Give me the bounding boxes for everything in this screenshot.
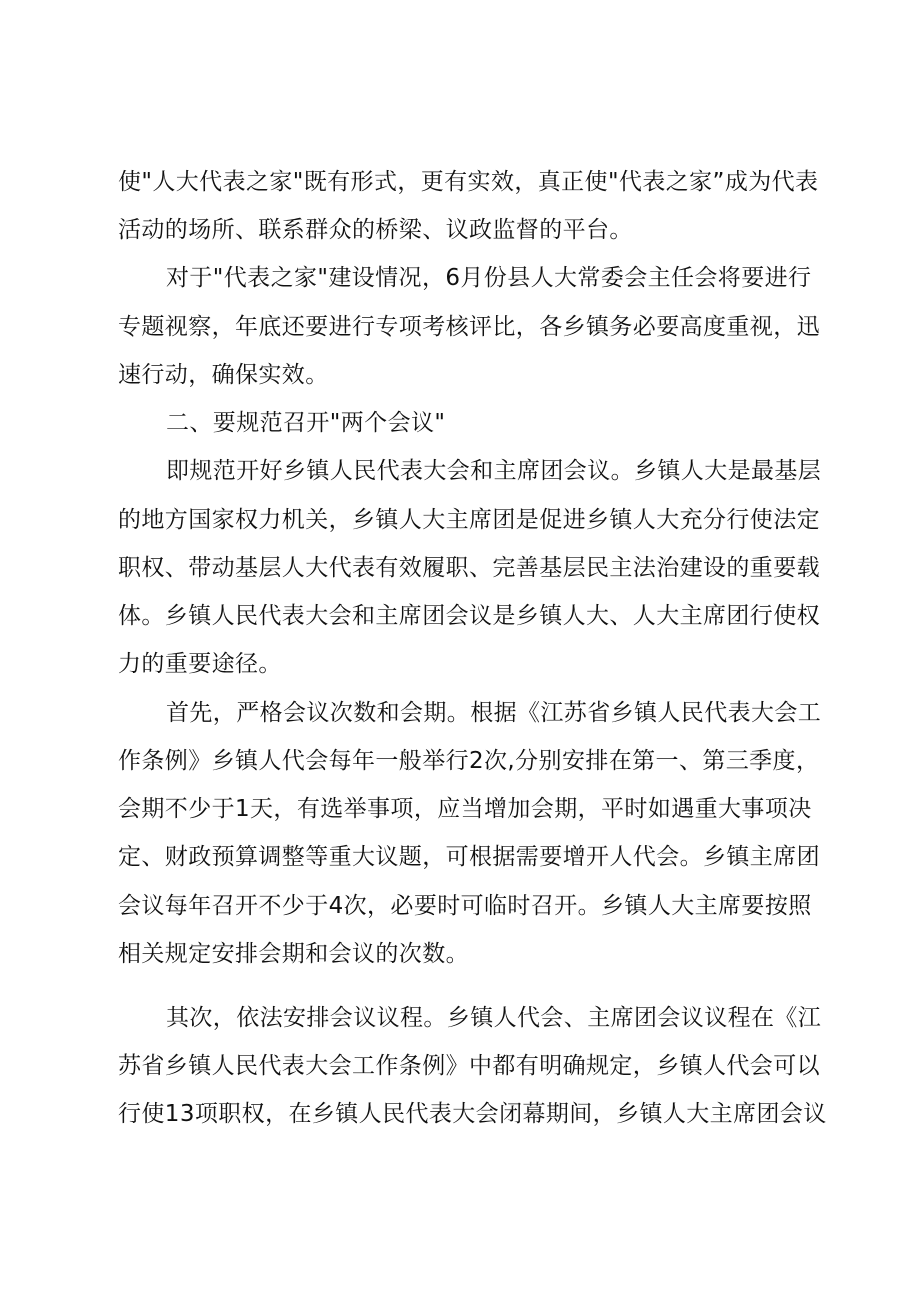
text-line: 力的重要途径。 — [118, 651, 282, 677]
text-line: 会期不少于1天，有选举事项，应当增加会期，平时如遇重大事项决 — [118, 796, 812, 822]
text-line: 首先，严格会议次数和会期。根据《江苏省乡镇人民代表大会工 — [166, 700, 822, 726]
text-line: 作条例》乡镇人代会每年一般举行2次,分别安排在第一、第三季度， — [118, 748, 820, 774]
text-line: 会议每年召开不少于4次，必要时可临时召开。乡镇人大主席要按照 — [118, 893, 812, 919]
text-line: 专题视察，年底还要进行专项考核评比，各乡镇务必要高度重视，迅 — [118, 314, 820, 340]
text-line: 其次，依法安排会议议程。乡镇人代会、主席团会议议程在《江 — [166, 1005, 822, 1031]
text-line: 即规范开好乡镇人民代表大会和主席团会议。乡镇人大是最基层 — [166, 458, 822, 484]
text-line: 职权、带动基层人大代表有效履职、完善基层民主法治建设的重要载 — [118, 555, 820, 581]
text-line: 速行动，确保实效。 — [118, 362, 329, 388]
section-heading: 二、要规范召开"两个会议" — [166, 410, 446, 436]
text-line: 定、财政预算调整等重大议题，可根据需要增开人代会。乡镇主席团 — [118, 844, 820, 870]
text-line: 相关规定安排会期和会议的次数。 — [118, 941, 469, 967]
text-line: 对于"代表之家"建设情况，6月份县人大常委会主任会将要进行 — [166, 265, 812, 291]
text-line: 的地方国家权力机关，乡镇人大主席团是促进乡镇人大充分行使法定 — [118, 507, 820, 533]
text-line: 行使13项职权，在乡镇人民代表大会闭幕期间，乡镇人大主席团会议 — [118, 1101, 827, 1127]
text-line: 体。乡镇人民代表大会和主席团会议是乡镇人大、人大主席团行使权 — [118, 603, 820, 629]
text-line: 苏省乡镇人民代表大会工作条例》中都有明确规定，乡镇人代会可以 — [118, 1053, 820, 1079]
text-line: 使"人大代表之家"既有形式，更有实效，真正使"代表之家”成为代表 — [118, 169, 819, 195]
text-line: 活动的场所、联系群众的桥梁、议政监督的平台。 — [118, 217, 633, 243]
